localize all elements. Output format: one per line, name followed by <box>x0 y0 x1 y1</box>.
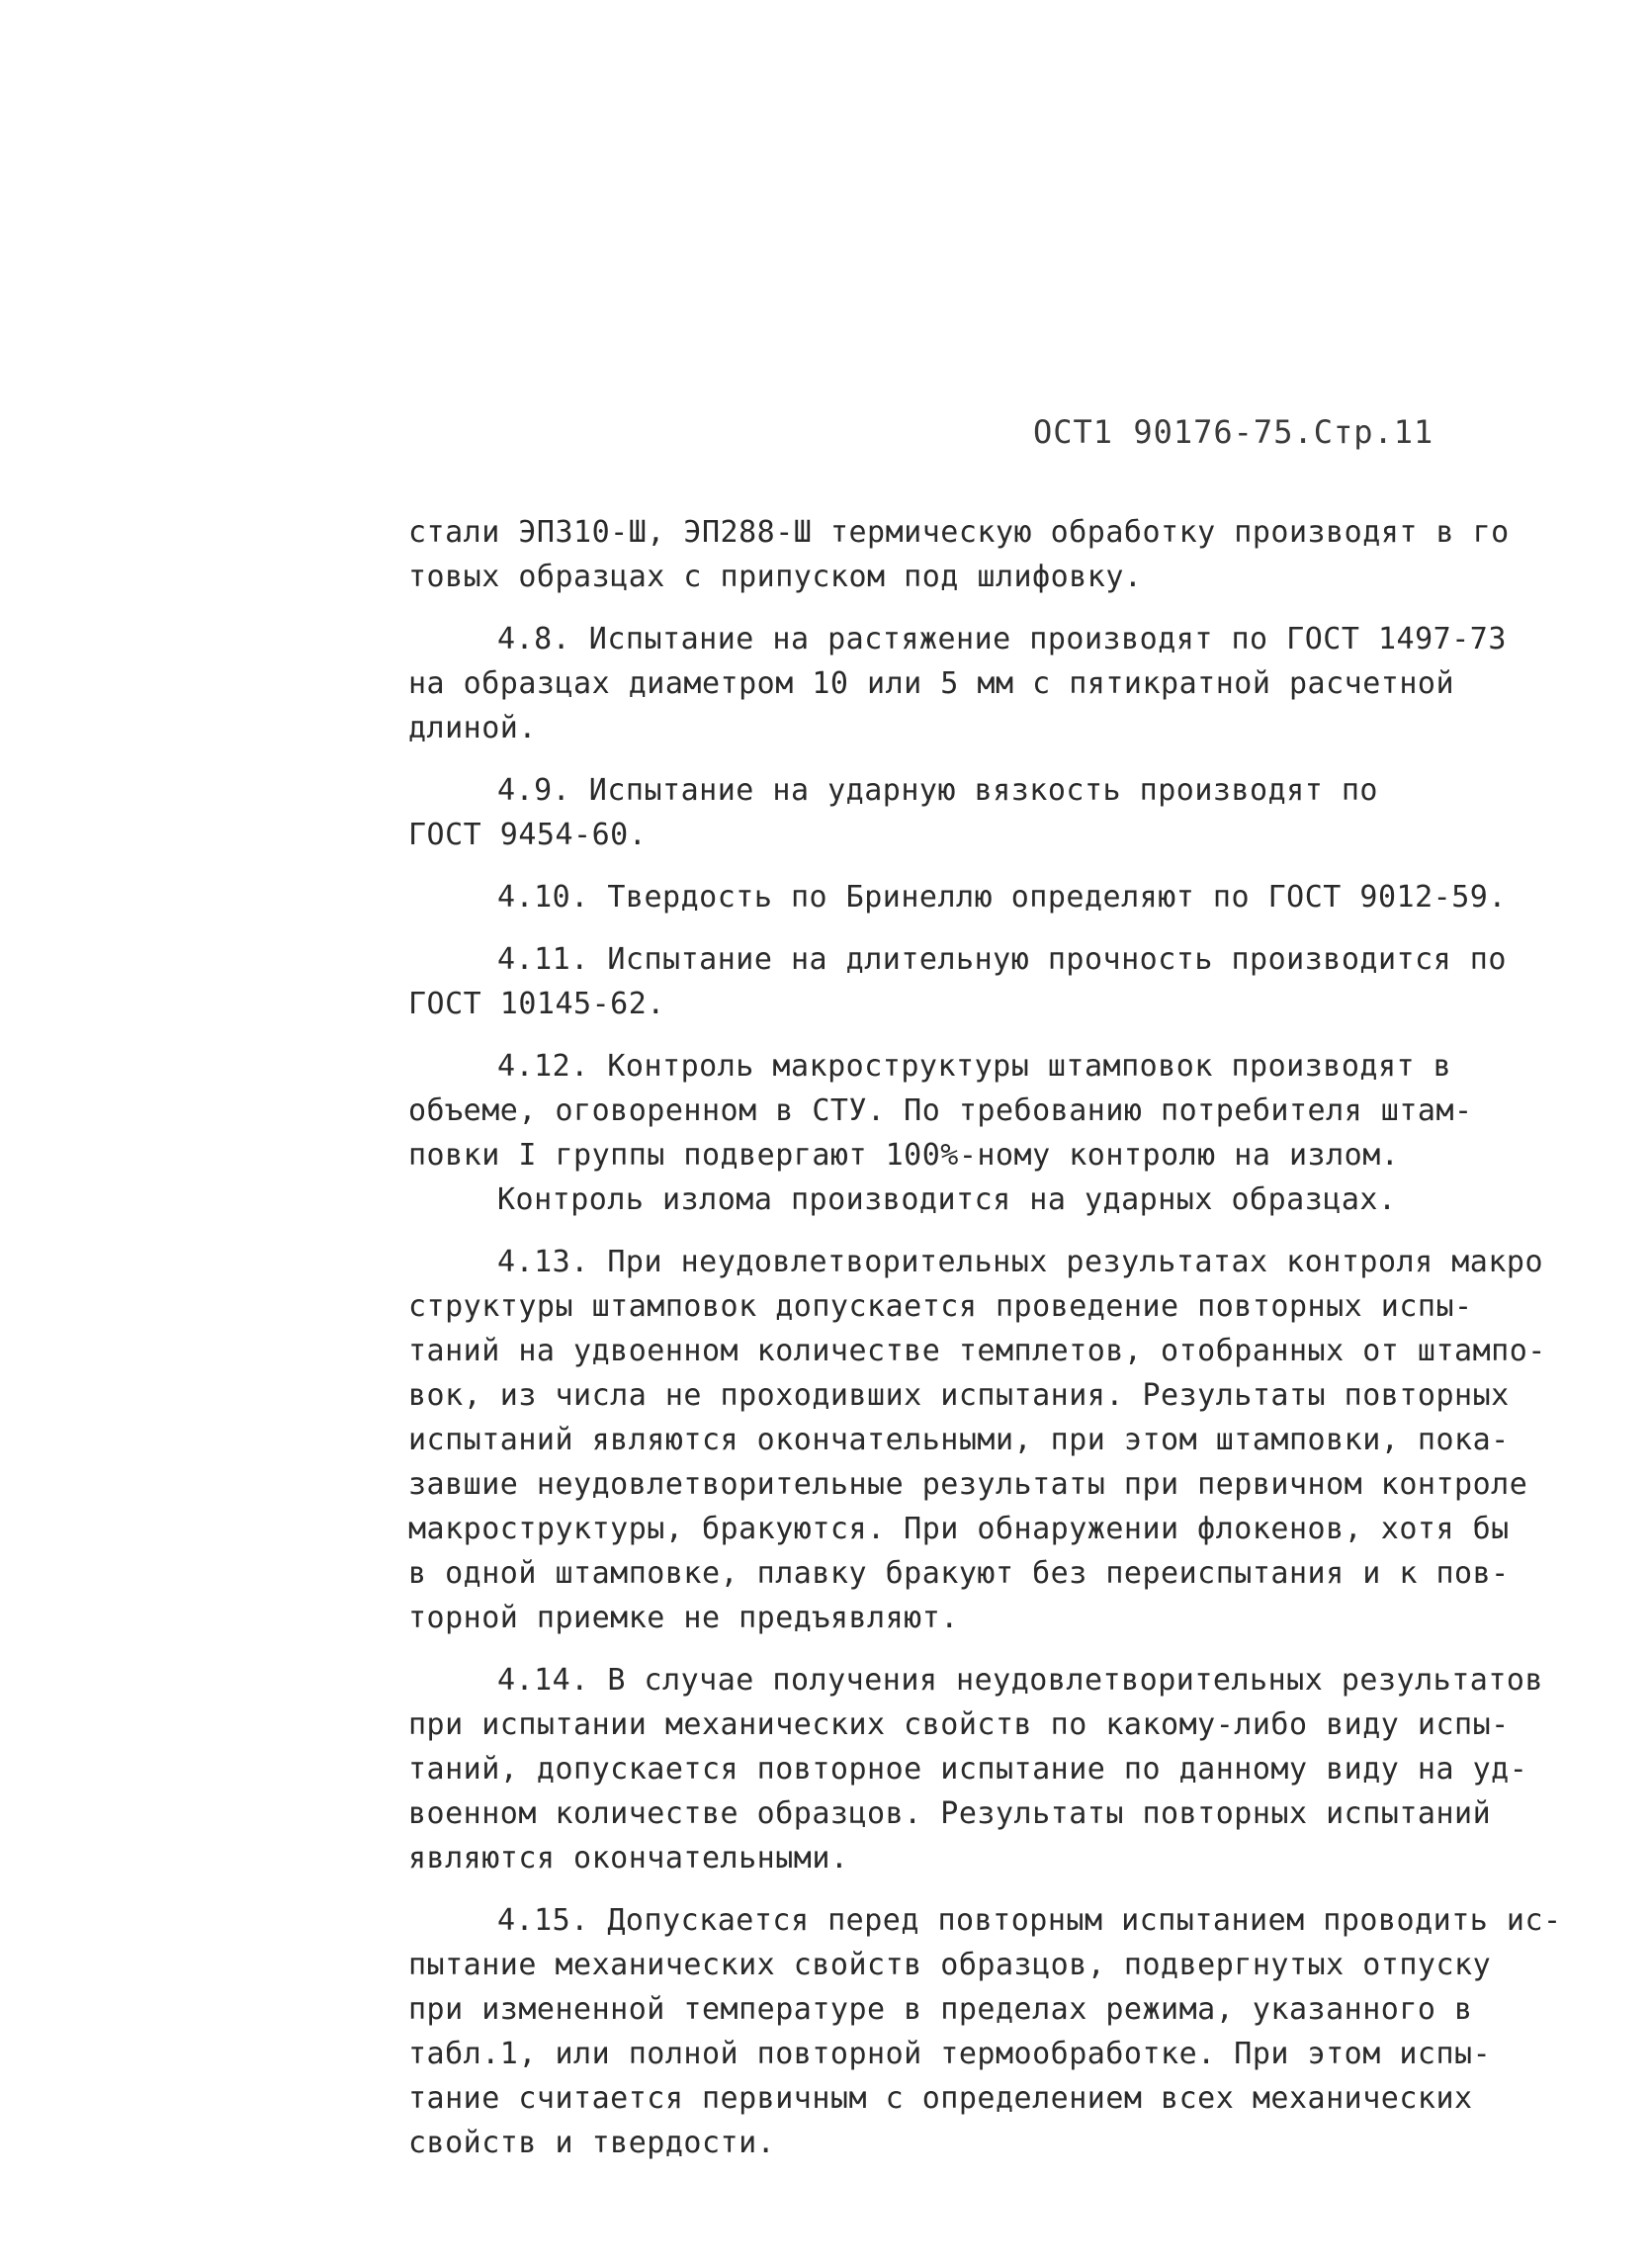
text-line: табл.1, или полной повторной термообработке. При этом испы- <box>408 2037 1492 2071</box>
text-line: 4.14. В случае получения неудовлетворительных результатов <box>497 1663 1544 1698</box>
text-line: 4.11. Испытание на длительную прочность производится по <box>497 942 1507 977</box>
text-line: 4.8. Испытание на растяжение производят по ГОСТ 1497-73 <box>497 622 1507 656</box>
text-line: 4.13. При неудовлетворительных результатах контроля макро <box>497 1245 1544 1279</box>
text-line: Контроль излома производится на ударных образцах. <box>497 1182 1397 1217</box>
text-line: таний на удвоенном количестве темплетов, отобранных от штампо- <box>408 1334 1546 1368</box>
text-line: при испытании механических свойств по какому-либо виду испы- <box>408 1707 1510 1742</box>
text-line: объеме, оговоренном в СТУ. По требованию потребителя штам- <box>408 1093 1473 1128</box>
text-line: 4.10. Твердость по Бринеллю определяют по ГОСТ 9012-59. <box>497 880 1507 915</box>
text-line: вок, из числа не проходивших испытания. Результаты повторных <box>408 1378 1510 1413</box>
text-line: тание считается первичным с определением всех механических <box>408 2081 1473 2116</box>
text-line: в одной штамповке, плавку бракуют без переиспытания и к пов- <box>408 1556 1510 1591</box>
text-line: военном количестве образцов. Результаты повторных испытаний <box>408 1796 1492 1831</box>
paragraph <box>408 1178 1545 1222</box>
text-line: таний, допускается повторное испытание по данному виду на уд- <box>408 1752 1528 1787</box>
paragraph <box>408 1898 1562 2165</box>
text-line: 4.12. Контроль макроструктуры штамповок производят в <box>497 1049 1452 1084</box>
text-line: 4.9. Испытание на ударную вязкость производят по <box>497 773 1378 808</box>
text-line: свойств и твердости. <box>408 2126 776 2160</box>
text-line: повки I группы подвергают 100%-ному контролю на излом. <box>408 1138 1400 1173</box>
text-line: на образцах диаметром 10 или 5 мм с пятикратной расчетной <box>408 666 1455 701</box>
paragraph <box>408 937 1545 1026</box>
paragraph <box>408 768 1545 857</box>
text-line: являются окончательными. <box>408 1841 849 1875</box>
text-line: испытаний являются окончательными, при этом штамповки, пока- <box>408 1423 1510 1457</box>
text-line: структуры штамповок допускается проведение повторных испы- <box>408 1289 1473 1324</box>
text-line: ГОСТ 10145-62. <box>408 987 665 1021</box>
text-line: длиной. <box>408 711 537 745</box>
paragraph <box>408 617 1545 750</box>
paragraph <box>408 510 1545 599</box>
text-line: завшие неудовлетворительные результаты при первичном контроле <box>408 1467 1528 1502</box>
text-line: товых образцах с припуском под шлифовку. <box>408 560 1143 594</box>
paragraph <box>408 1658 1545 1880</box>
text-line: стали ЭП310-Ш, ЭП288-Ш термическую обработку производят в го <box>408 515 1510 550</box>
text-line: 4.15. Допускается перед повторным испытанием проводить ис- <box>497 1903 1562 1938</box>
text-line: при измененной температуре в пределах режима, указанного в <box>408 1992 1473 2027</box>
text-line: пытание механических свойств образцов, подвергнутых отпуску <box>408 1948 1492 1982</box>
document-body <box>408 510 1562 2183</box>
paragraph <box>408 875 1545 919</box>
paragraph <box>408 1044 1545 1178</box>
page-header-reference: ОСТ1 90176-75.Стр.11 <box>1033 413 1434 451</box>
paragraph <box>408 1240 1545 1640</box>
text-line: торной приемке не предъявляют. <box>408 1601 959 1635</box>
text-line: макроструктуры, бракуются. При обнаружении флокенов, хотя бы <box>408 1512 1510 1546</box>
text-line: ГОСТ 9454-60. <box>408 818 648 852</box>
